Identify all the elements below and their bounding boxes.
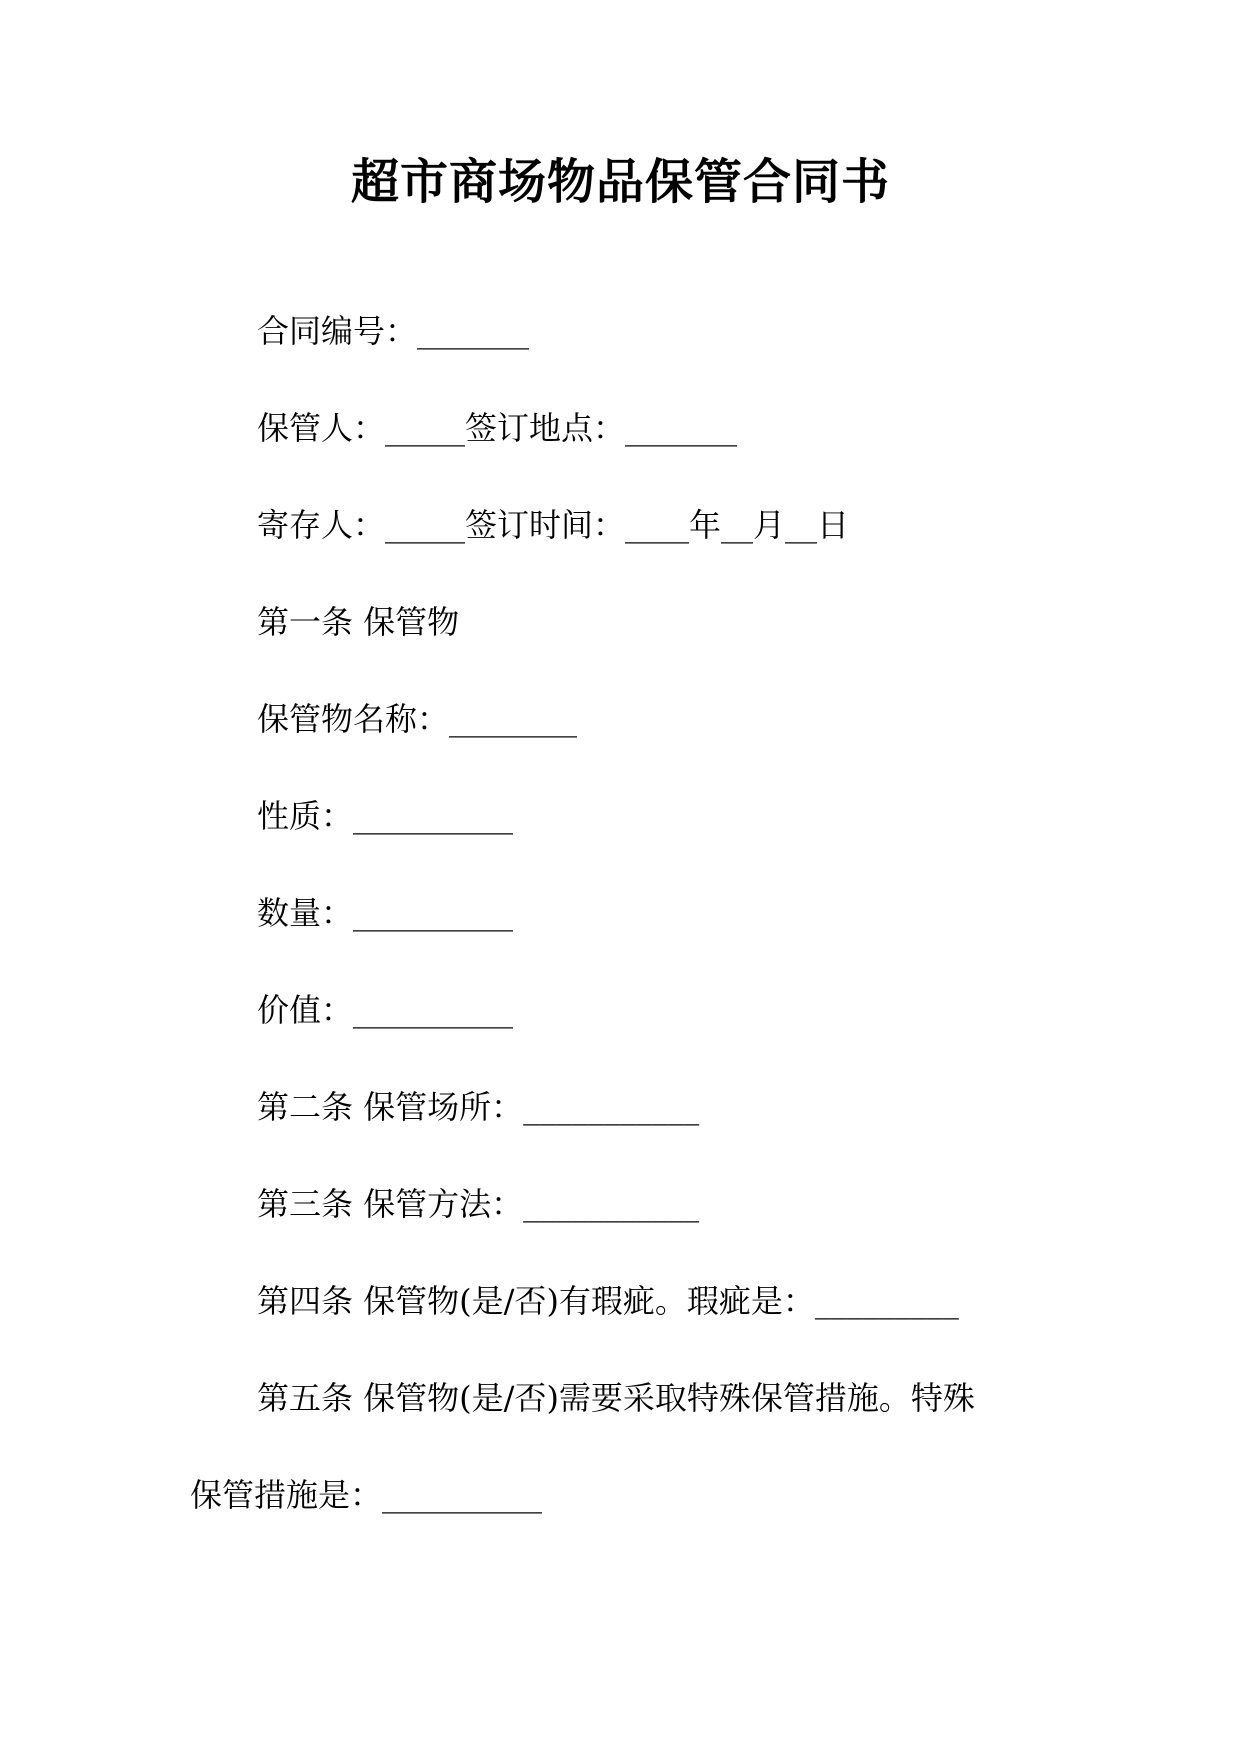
document-title: 超市商场物品保管合同书 bbox=[350, 154, 890, 210]
item-quantity-line: 数量：__________ bbox=[257, 894, 514, 932]
article-2-line: 第二条 保管场所：___________ bbox=[257, 1088, 700, 1126]
article-5-line: 第五条 保管物(是/否)需要采取特殊保管措施。特殊 bbox=[257, 1379, 975, 1417]
article-1-heading: 第一条 保管物 bbox=[257, 603, 460, 641]
article-4-line: 第四条 保管物(是/否)有瑕疵。瑕疵是：_________ bbox=[257, 1282, 959, 1320]
article-5-continuation: 保管措施是：__________ bbox=[190, 1476, 543, 1514]
item-value-line: 价值：__________ bbox=[257, 991, 514, 1029]
contract-number-line: 合同编号：_______ bbox=[257, 312, 530, 350]
article-3-line: 第三条 保管方法：___________ bbox=[257, 1185, 700, 1223]
custodian-line: 保管人：_____签订地点：_______ bbox=[257, 409, 738, 447]
item-name-line: 保管物名称：________ bbox=[257, 700, 578, 738]
item-nature-line: 性质：__________ bbox=[257, 797, 514, 835]
depositor-line: 寄存人：_____签订时间：____年__月__日 bbox=[257, 506, 850, 544]
